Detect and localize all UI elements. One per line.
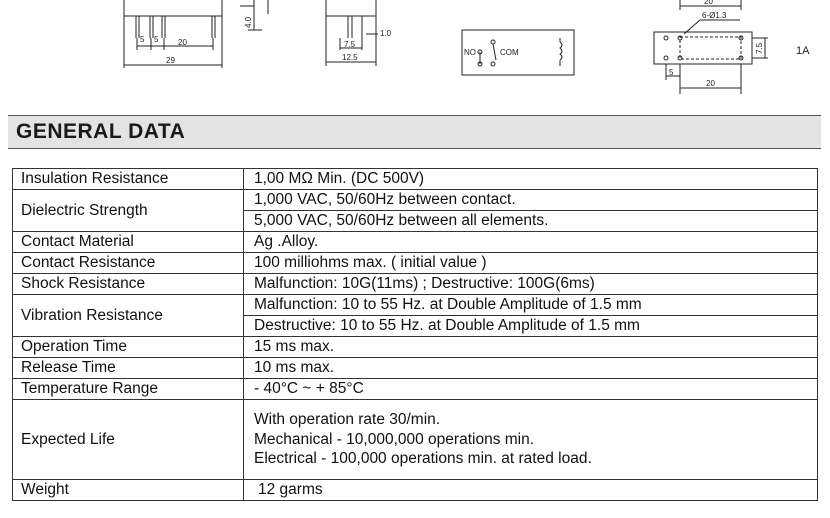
dim-label: 29 — [166, 56, 175, 65]
table-row — [13, 400, 818, 480]
dim-label: 5 — [154, 35, 159, 44]
table-row — [13, 358, 818, 379]
row-value: 100 milliohms max. ( initial value ) — [244, 253, 818, 274]
dim-label: 20 — [706, 79, 715, 88]
life-line: With operation rate 30/min. — [254, 411, 441, 429]
row-label: Vibration Resistance — [13, 295, 244, 337]
table-row — [13, 169, 818, 190]
life-line: Mechanical - 10,000,000 operations min. — [254, 430, 535, 448]
row-label: Contact Resistance — [13, 253, 244, 274]
general-data-table — [12, 168, 818, 501]
row-label: Contact Material — [13, 232, 244, 253]
row-value: Malfunction: 10 to 55 Hz. at Double Amplitude of 1.5 mm — [244, 295, 818, 316]
row-value: 12 garms — [244, 480, 818, 501]
dim-label: 20 — [178, 38, 187, 47]
row-label: Insulation Resistance — [13, 169, 244, 190]
table-row — [13, 274, 818, 295]
row-label: Release Time — [13, 358, 244, 379]
dimension-diagrams — [0, 0, 830, 112]
row-label: Weight — [13, 480, 244, 501]
row-label: Operation Time — [13, 337, 244, 358]
row-value-multiline — [244, 400, 818, 480]
row-label: Expected Life — [13, 400, 244, 480]
row-label: Temperature Range — [13, 379, 244, 400]
footprint-hole-label: 6-Ø1.3 — [702, 11, 727, 20]
table-row — [13, 379, 818, 400]
dim-label: 7.5 — [755, 42, 764, 54]
row-value: 1,000 VAC, 50/60Hz between contact. — [244, 190, 818, 211]
side-view-drawing — [124, 0, 268, 68]
table-row — [13, 232, 818, 253]
row-value: 15 ms max. — [244, 337, 818, 358]
dim-label: 7.5 — [344, 40, 356, 49]
life-line: Electrical - 100,000 operations min. at rated load. — [254, 450, 592, 468]
row-value: 10 ms max. — [244, 358, 818, 379]
dim-label: 12.5 — [342, 53, 358, 62]
contact-type-label: 1A — [796, 45, 810, 57]
row-value: Malfunction: 10G(11ms) ; Destructive: 100G(6ms) — [244, 274, 818, 295]
row-label: Dielectric Strength — [13, 190, 244, 232]
section-title: GENERAL DATA — [16, 120, 186, 143]
table-row — [13, 295, 818, 316]
dim-label: 4.0 — [244, 16, 253, 28]
relay-drawings — [0, 0, 830, 112]
row-value: - 40°C ~ + 85°C — [244, 379, 818, 400]
row-value: 5,000 VAC, 50/60Hz between all elements. — [244, 211, 818, 232]
schematic-com-label: COM — [500, 48, 519, 57]
table-row — [13, 190, 818, 211]
table-row — [13, 253, 818, 274]
row-value: 1,00 MΩ Min. (DC 500V) — [244, 169, 818, 190]
dim-label: 1.0 — [380, 29, 392, 38]
schematic-no-label: NO — [464, 48, 476, 57]
dim-label: 5 — [140, 35, 145, 44]
row-label: Shock Resistance — [13, 274, 244, 295]
dim-label: 20 — [704, 0, 713, 6]
row-value: Destructive: 10 to 55 Hz. at Double Amplitude of 1.5 mm — [244, 316, 818, 337]
table-row — [13, 337, 818, 358]
dim-label: 5 — [669, 68, 674, 77]
table-row — [13, 480, 818, 501]
row-value: Ag .Alloy. — [244, 232, 818, 253]
section-header — [8, 115, 821, 149]
